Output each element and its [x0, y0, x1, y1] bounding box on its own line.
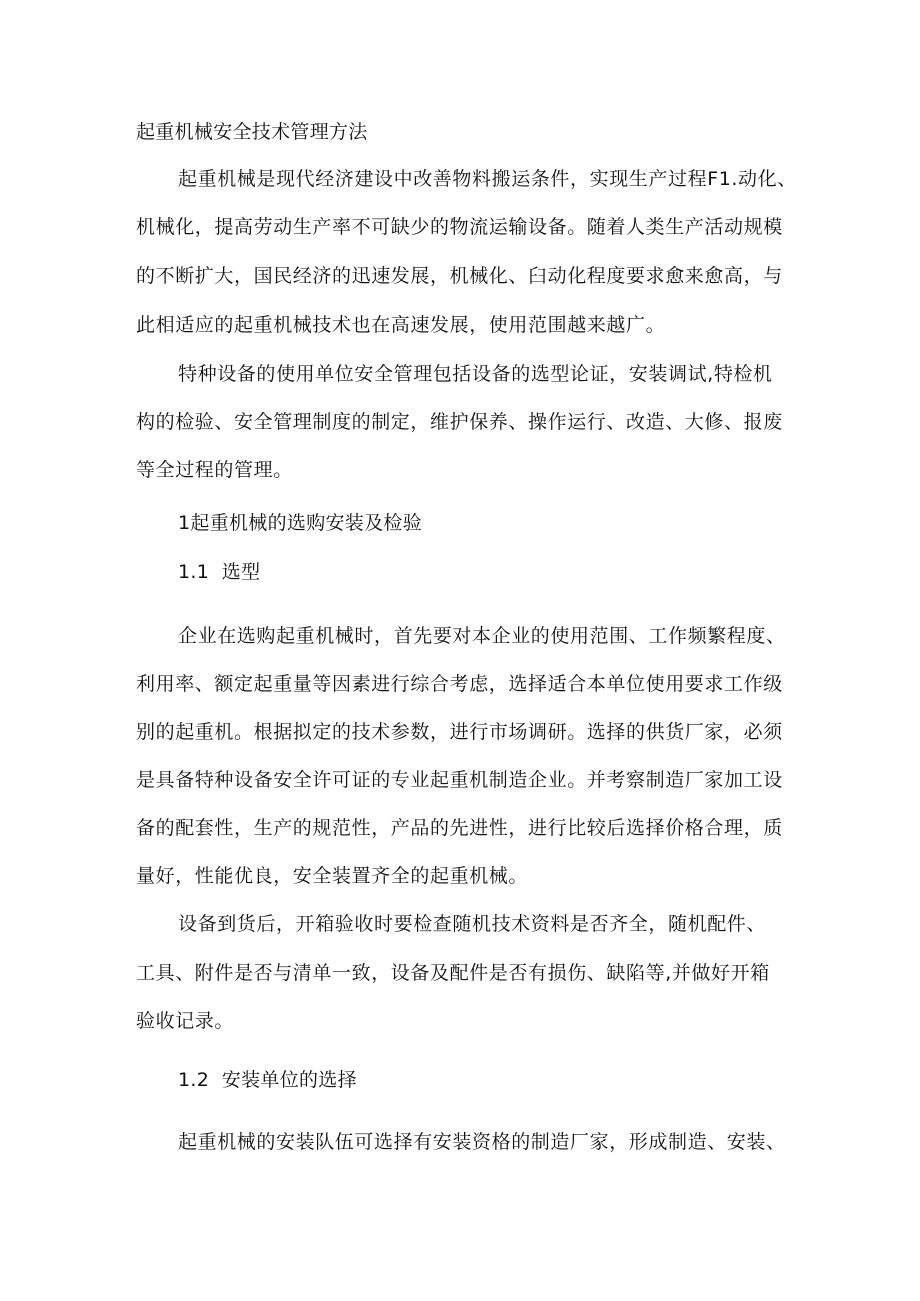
paragraph-line: 量好，性能优良，安全装置齐全的起重机械。	[136, 865, 529, 887]
document-title: 起重机械安全技术管理方法	[136, 121, 368, 143]
paragraph-line: 特种设备的使用单位安全管理包括设备的选型论证，安装调试,特检机	[178, 363, 773, 385]
paragraph-line: 企业在选购起重机械时，首先要对本企业的使用范围、工作频繁程度、	[178, 625, 786, 647]
paragraph-line: 利用率、额定起重量等因素进行综合考虑，选择适合本单位使用要求工作级	[136, 673, 783, 695]
section-1-1-heading: 1.1 选型	[178, 561, 261, 583]
section-1-heading: 1起重机械的选购安装及检验	[178, 512, 422, 534]
paragraph-line: 此相适应的起重机械技术也在高速发展，使用范围越来越广。	[136, 314, 666, 336]
paragraph-line: 机械化，提高劳动生产率不可缺少的物流运输设备。随着人类生产活动规模	[136, 216, 783, 238]
paragraph-line: 构的检验、安全管理制度的制定，维护保养、操作运行、改造、大修、报废	[136, 411, 783, 433]
paragraph-line: 起重机械的安装队伍可选择有安装资格的制造厂家，形成制造、安装、	[178, 1131, 786, 1153]
section-1-2-heading: 1.2 安装单位的选择	[178, 1069, 357, 1091]
paragraph-line: 起重机械是现代经济建设中改善物料搬运条件，实现生产过程F1.动化、	[178, 168, 797, 190]
paragraph-line: 是具备特种设备安全许可证的专业起重机制造企业。并考察制造厂家加工设	[136, 769, 783, 791]
paragraph-line: 工具、附件是否与清单一致，设备及配件是否有损伤、缺陷等,并做好开箱	[136, 962, 770, 984]
paragraph-line: 备的配套性，生产的规范性，产品的先进性，进行比较后选择价格合理，质	[136, 817, 783, 839]
paragraph-line: 等全过程的管理。	[136, 459, 293, 481]
paragraph-line: 设备到货后，开箱验收时要检查随机技术资料是否齐全，随机配件、	[178, 913, 767, 935]
paragraph-line: 验收记录。	[136, 1010, 235, 1032]
paragraph-line: 的不断扩大，国民经济的迅速发展，机械化、臼动化程度要求愈来愈高，与	[136, 265, 783, 287]
paragraph-line: 别的起重机。根据拟定的技术参数，进行市场调研。选择的供货厂家，必须	[136, 721, 783, 743]
